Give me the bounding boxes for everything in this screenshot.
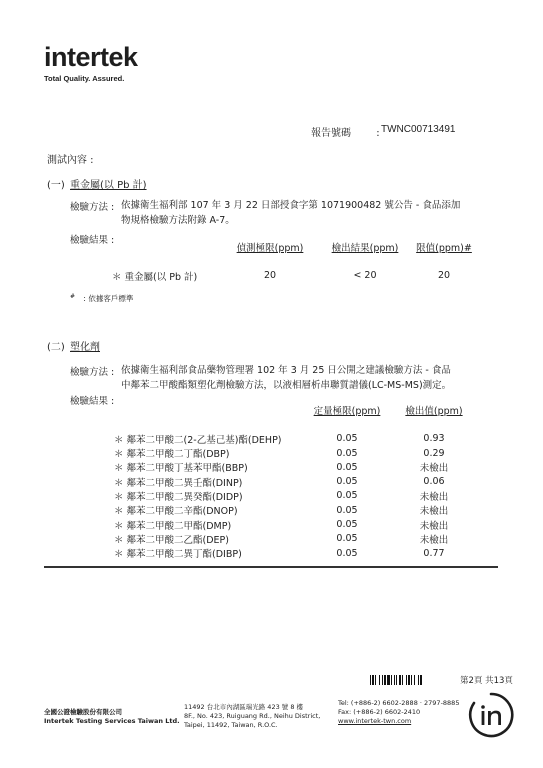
section2-title: 塑化劑	[70, 342, 100, 353]
quantitation-limit: 0.05	[336, 533, 358, 545]
table-row	[114, 503, 478, 517]
col-header: 檢出結果(ppm)	[331, 243, 399, 255]
result-value: 未檢出	[419, 491, 449, 503]
result-value: 0.29	[423, 447, 445, 459]
col-header: 限值(ppm)#	[416, 243, 472, 255]
quantitation-limit: 0.05	[336, 433, 358, 445]
footer-contact: Tel: (+886-2) 6602-2888 · 2797-8885 Fax: (+886-2) 6602-2410 www.intertek-twn.com	[338, 699, 460, 725]
brand-tagline: Total Quality. Assured.	[44, 74, 125, 83]
result-value: < 20	[353, 270, 377, 282]
table-row	[114, 546, 478, 560]
table-header-row	[112, 240, 478, 254]
footer-address: 11492 台北市內湖區瑞光路 423 號 8 樓 8F., No. 423, Ruiguang Rd., Neihu District, Taipei, 11492, Taiwan, R.O.C.	[184, 703, 321, 729]
item-name: ＊ 鄰苯二甲酸二異丁酯(DIBP)	[114, 549, 242, 561]
section1-number: (一)	[47, 180, 65, 191]
limit-value: 20	[437, 270, 451, 282]
result-value: 未檢出	[419, 520, 449, 532]
section-divider	[44, 566, 498, 568]
quantitation-limit: 0.05	[336, 547, 358, 559]
section1-title: 重金屬(以 Pb 計)	[70, 180, 147, 191]
item-name: ＊ 重金屬(以 Pb 計)	[112, 271, 198, 283]
brand-name: intertek	[44, 42, 138, 72]
section1-results-label: 檢驗結果 :	[70, 235, 115, 246]
result-value: 未檢出	[419, 463, 449, 475]
col-header: 檢出值(ppm)	[405, 406, 463, 418]
result-value: 未檢出	[419, 534, 449, 546]
detection-limit: 20	[263, 270, 277, 282]
section2-number: (二)	[47, 342, 65, 353]
item-name: ＊ 鄰苯二甲酸二(2-乙基己基)酯(DEHP)	[114, 434, 282, 446]
item-name: ＊ 鄰苯二甲酸二辛酯(DNOP)	[114, 506, 238, 518]
table-row	[114, 489, 478, 503]
table-row	[112, 269, 478, 283]
section1-method-label: 檢驗方法 :	[70, 202, 115, 213]
section2-results-table	[114, 403, 478, 560]
section1-results-table	[112, 240, 478, 283]
section1-footnote: # : 依據客戶標準	[70, 293, 134, 303]
result-value: 0.93	[423, 433, 445, 445]
col-header: 偵測極限(ppm)	[236, 243, 304, 255]
quantitation-limit: 0.05	[336, 490, 358, 502]
col-header: 定量極限(ppm)	[313, 406, 381, 418]
item-name: ＊ 鄰苯二甲酸二異癸酯(DIDP)	[114, 491, 243, 503]
item-name: ＊ 鄰苯二甲酸二丁酯(DBP)	[114, 449, 230, 461]
quantitation-limit: 0.05	[336, 476, 358, 488]
page-indicator: 第2頁 共13頁	[460, 676, 513, 686]
table-row	[114, 460, 478, 474]
quantitation-limit: 0.05	[336, 504, 358, 516]
result-value: 0.77	[423, 547, 445, 559]
section2-method-label: 檢驗方法 :	[70, 367, 115, 378]
quantitation-limit: 0.05	[336, 461, 358, 473]
website-link[interactable]: www.intertek-twn.com	[338, 717, 412, 725]
result-value: 0.06	[423, 476, 445, 488]
intertek-seal-icon	[466, 690, 516, 740]
section2-results-label: 檢驗結果 :	[70, 396, 115, 407]
table-row	[114, 446, 478, 460]
table-header-row	[114, 403, 478, 417]
item-name: ＊ 鄰苯二甲酸二甲酯(DMP)	[114, 520, 232, 532]
table-row	[114, 432, 478, 446]
barcode-icon	[370, 675, 454, 685]
quantitation-limit: 0.05	[336, 447, 358, 459]
report-number-label: 報告號碼 :	[311, 128, 380, 139]
result-value: 未檢出	[419, 506, 449, 518]
section1-method-text: 依據衛生福利部 107 年 3 月 22 日部授食字第 1071900482 號公告 - 食品添加 物規格檢驗方法附錄 A-7。	[121, 200, 461, 226]
table-row	[114, 517, 478, 531]
intertek-logo	[44, 44, 138, 83]
table-row	[114, 474, 478, 488]
section2-method-text: 依據衛生福利部食品藥物管理署 102 年 3 月 25 日公開之建議檢驗方法 - 食品 中鄰苯二甲酸酯類塑化劑檢驗方法，以液相層析串聯質譜儀(LC-MS-MS)測定。	[121, 365, 452, 391]
table-row	[114, 532, 478, 546]
report-number: TWNC00713491	[381, 124, 456, 135]
item-name: ＊ 鄰苯二甲酸二異壬酯(DINP)	[114, 477, 243, 489]
footer-company: 全國公證檢驗股份有限公司 Intertek Testing Services Taiwan Ltd.	[44, 708, 180, 725]
quantitation-limit: 0.05	[336, 519, 358, 531]
item-name: ＊ 鄰苯二甲酸丁基苯甲酯(BBP)	[114, 463, 248, 475]
item-name: ＊ 鄰苯二甲酸二乙酯(DEP)	[114, 534, 229, 546]
test-content-label: 測試內容 :	[47, 155, 94, 166]
